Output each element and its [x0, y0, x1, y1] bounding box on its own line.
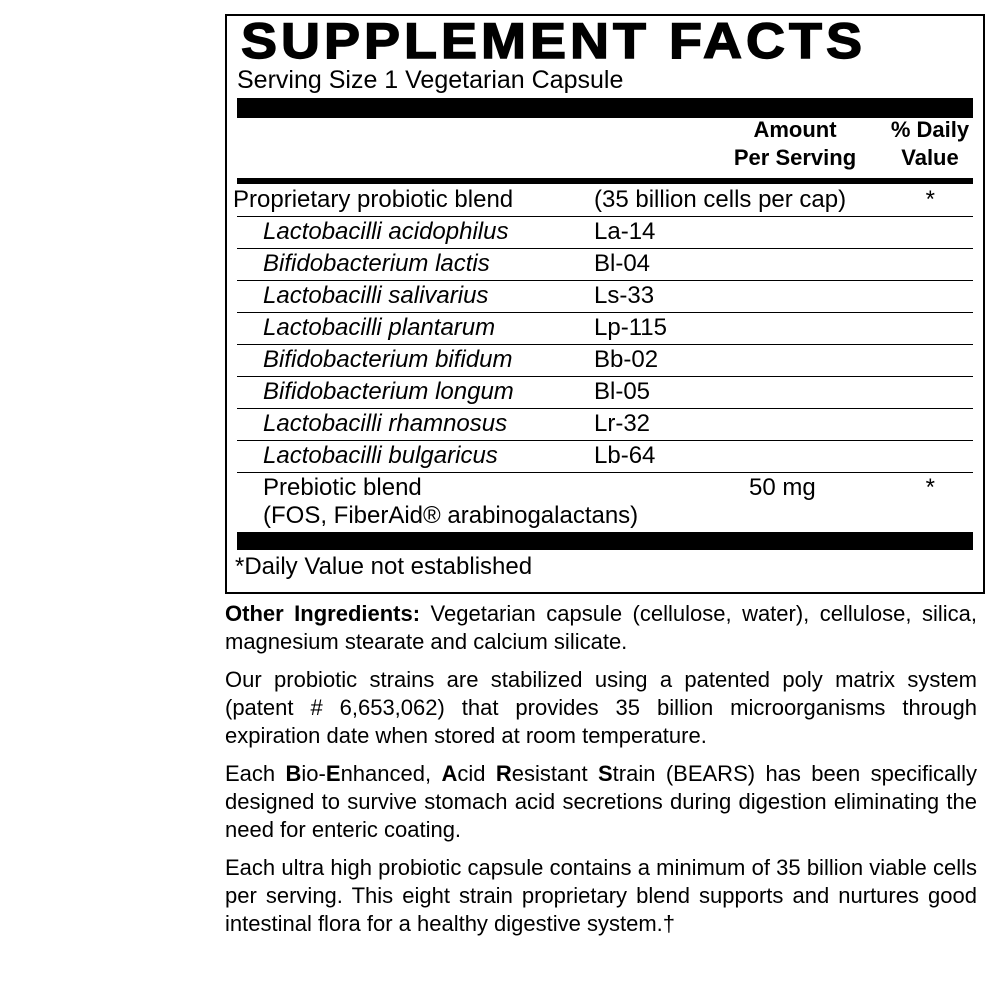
strain-row	[237, 440, 973, 473]
strain-row	[237, 408, 973, 441]
prebiotic-name: Prebiotic blend	[263, 474, 422, 501]
daily-value-header: % Daily Value	[890, 117, 970, 170]
strain-code: Bl-04	[594, 250, 651, 277]
strain-row	[237, 248, 973, 281]
blend-name: Proprietary probiotic blend	[233, 186, 514, 213]
prebiotic-amount: 50 mg	[749, 474, 816, 501]
strain-row	[237, 216, 973, 249]
strain-code: Bb-02	[594, 346, 659, 373]
daily-value-footnote: *Daily Value not established	[235, 553, 533, 580]
strain-name: Lactobacilli rhamnosus	[263, 410, 508, 437]
blend-row	[233, 184, 973, 217]
strain-code: Bl-05	[594, 378, 651, 405]
other-ingredients-label: Other Ingredients:	[225, 601, 421, 626]
strain-code: Lp-115	[594, 314, 667, 341]
thick-rule-bottom	[237, 532, 973, 550]
serving-size: Serving Size 1 Vegetarian Capsule	[237, 66, 624, 94]
blend-amount: (35 billion cells per cap)	[594, 186, 847, 213]
strain-code: Lr-32	[594, 410, 651, 437]
stabilization-paragraph: Our probiotic strains are stabilized using a patented poly matrix system (patent # 6,653,062) that provides 35 billion microorganisms through expiration date when stored at room temperature.	[225, 667, 977, 748]
strain-name: Bifidobacterium lactis	[263, 250, 490, 277]
other-ingredients-paragraph	[225, 600, 977, 656]
prebiotic-row	[237, 472, 973, 532]
panel-title: SUPPLEMENT FACTS	[241, 14, 867, 70]
strain-name: Lactobacilli plantarum	[263, 314, 496, 341]
strain-code: Ls-33	[594, 282, 655, 309]
thick-rule-top	[237, 98, 973, 118]
strain-row	[237, 280, 973, 313]
bears-paragraph: Each Bio-Enhanced, Acid Resistant Strain (BEARS) has been specifically designed to survive stomach acid secretions during digestion eliminating the need for enteric coating.	[225, 761, 977, 842]
strain-name: Lactobacilli acidophilus	[263, 218, 509, 245]
other-ingredients-body: Vegetarian capsule (cellulose, water), cellulose, silica, magnesium stearate and calcium silicate.	[225, 601, 977, 654]
strain-row	[237, 376, 973, 409]
blend-dv: *	[925, 186, 935, 213]
supplement-facts-panel	[225, 14, 985, 594]
strain-name: Bifidobacterium longum	[263, 378, 514, 405]
strain-name: Lactobacilli bulgaricus	[263, 442, 498, 469]
strain-name: Lactobacilli salivarius	[263, 282, 489, 309]
prebiotic-detail: (FOS, FiberAid® arabinogalactans)	[263, 502, 639, 529]
prebiotic-dv: *	[925, 474, 935, 501]
strain-row	[237, 344, 973, 377]
strain-code: La-14	[594, 218, 656, 245]
capsule-description-paragraph: Each ultra high probiotic capsule contains a minimum of 35 billion viable cells per serving. This eight strain proprietary blend supports and nurtures good intestinal flora for a healthy digestive system.†	[225, 855, 977, 936]
amount-header: Amount Per Serving	[733, 117, 857, 170]
strain-name: Bifidobacterium bifidum	[263, 346, 513, 373]
strain-code: Lb-64	[594, 442, 656, 469]
strain-row	[237, 312, 973, 345]
